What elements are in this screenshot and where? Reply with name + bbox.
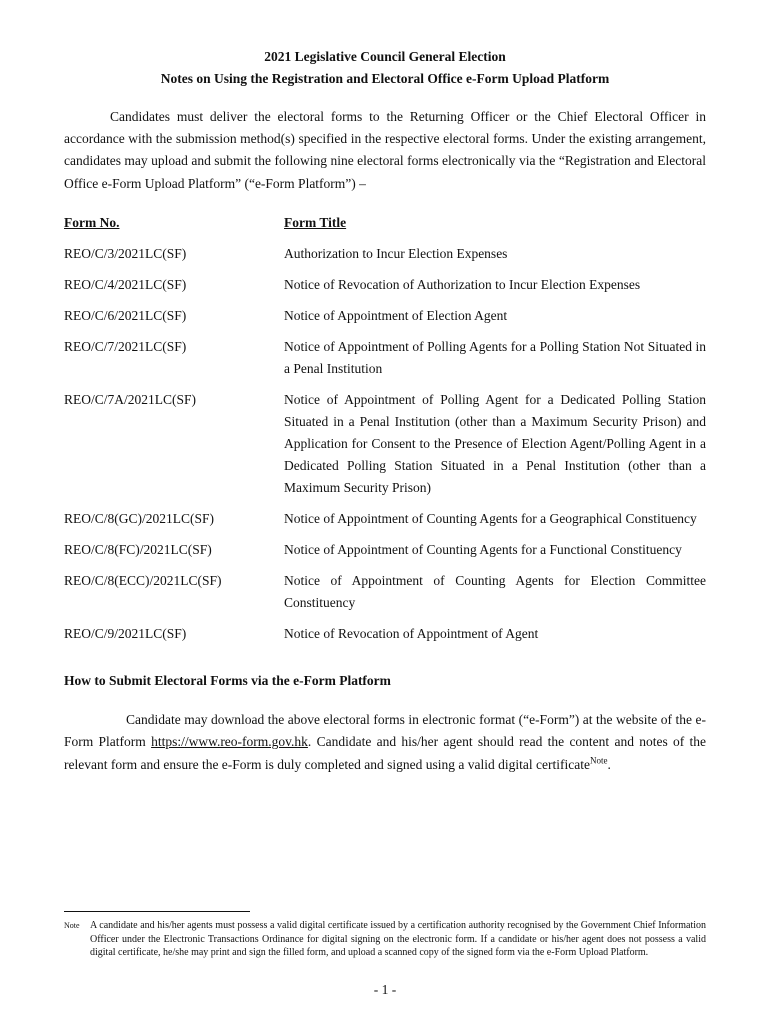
table-row [64,570,706,623]
table-row [64,508,706,539]
table-row [64,274,706,305]
table-row [64,305,706,336]
form-title: Notice of Appointment of Counting Agents for a Geographical Constituency [284,510,697,526]
section-heading: How to Submit Electoral Forms via the e-Form Platform [64,672,391,688]
form-number: REO/C/6/2021LC(SF) [64,307,187,323]
form-title: Notice of Revocation of Authorization to Incur Election Expenses [284,276,641,292]
table-row [64,623,706,654]
eform-platform-link[interactable]: https://www.reo-form.gov.hk [151,734,308,750]
form-number: REO/C/8(ECC)/2021LC(SF) [64,572,222,588]
document-title-line2: Notes on Using the Registration and Electoral Office e-Form Upload Platform [160,71,610,86]
form-number: REO/C/4/2021LC(SF) [64,276,187,292]
form-title: Notice of Appointment of Polling Agent for a Dedicated Polling Station Situated in a Penal Institution (other than a Maximum Security Prison) and Application for Consent to the Presence of Election Agent/Polling Agent in a Dedicated Polling Station Situated in a Penal Institution (other than a Maximum Security Prison) [284,391,706,495]
page-number: - 1 - [373,982,397,997]
form-number: REO/C/8(GC)/2021LC(SF) [64,510,215,526]
form-title: Notice of Appointment of Polling Agents for a Polling Station Not Situated in a Penal Institution [284,338,706,376]
column-header-form-no: Form No. [64,214,120,230]
form-title: Notice of Appointment of Counting Agents for Election Committee Constituency [284,572,706,610]
footnote [64,919,706,960]
document-page [64,46,706,776]
forms-table [64,212,706,654]
table-row [64,243,706,274]
table-row [64,539,706,570]
table-row [64,336,706,389]
paragraph-text: . Candidate and his/her agent should read the content and notes of the relevant form and ensure the e-Form is duly completed and signed using a valid digital certificate [64,734,707,772]
form-title: Notice of Revocation of Appointment of Agent [284,625,539,641]
form-title: Notice of Appointment of Election Agent [284,307,508,323]
form-number: REO/C/3/2021LC(SF) [64,245,187,261]
submission-paragraph [64,709,706,777]
form-title: Notice of Appointment of Counting Agents for a Functional Constituency [284,541,682,557]
note-reference: Note [589,755,608,766]
intro-paragraph: Candidates must deliver the electoral forms to the Returning Officer or the Chief Electoral Officer in accordance with the submission method(s) specified in the respective electoral forms. Under the existing arrangement, candidates may upload and submit the following nine electoral forms electronically via the “Registration and Electoral Office e-Form Upload Platform” (“e-Form Platform”) – [64,109,706,191]
form-title: Authorization to Incur Election Expenses [284,245,508,261]
footnote-text: A candidate and his/her agents must possess a valid digital certificate issued by a certification authority recognised by the Government Chief Information Officer under the Electronic Transactions Ordinance for digital signing on the electronic form. If a candidate or his/her agent does not possess a valid digital certificate, he/she may print and sign the filled form, and upload a scanned copy of the signed form via the e-Form Upload Platform. [90,920,706,959]
column-header-form-title: Form Title [284,214,347,230]
footnote-divider [64,911,250,912]
table-row [64,389,706,508]
form-number: REO/C/8(FC)/2021LC(SF) [64,541,212,557]
form-number: REO/C/7/2021LC(SF) [64,338,187,354]
document-title-line1: 2021 Legislative Council General Election [264,49,506,64]
paragraph-end: . [607,756,611,772]
form-number: REO/C/9/2021LC(SF) [64,625,187,641]
form-number: REO/C/7A/2021LC(SF) [64,391,197,407]
paragraph-text: Candidate may download the above electoral forms in electronic format (“e-Form”) at the website of the e-Form Platform [64,711,706,750]
footnote-mark: Note [64,921,80,930]
